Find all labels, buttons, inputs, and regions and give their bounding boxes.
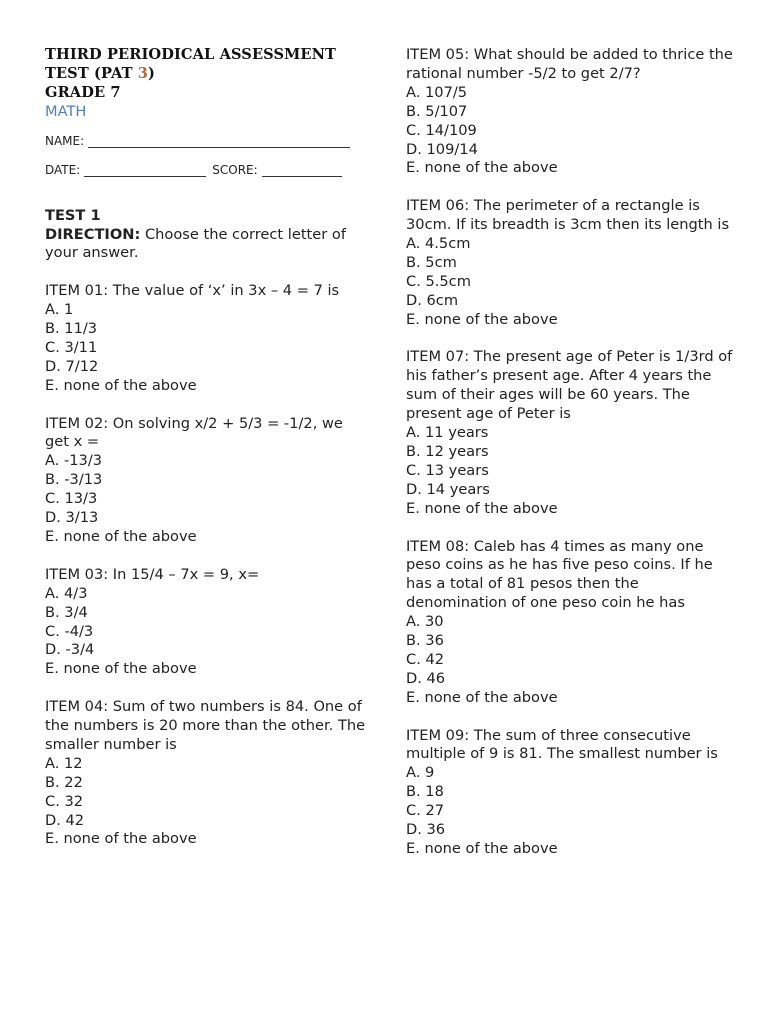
answer-option: B. 3/4 (45, 603, 88, 621)
answer-option: D. 109/14 (406, 140, 478, 158)
question-item (406, 46, 736, 178)
answer-option: B. 36 (406, 632, 444, 650)
title-line-2 (45, 65, 367, 84)
score-blank-line[interactable] (262, 163, 342, 177)
direction (45, 226, 367, 264)
assessment-title (45, 46, 367, 103)
title-line-2-suffix: ) (148, 64, 156, 82)
answer-option: D. -3/4 (45, 641, 95, 659)
answer-option: B. 18 (406, 783, 444, 801)
left-column (45, 46, 367, 849)
answer-option: B. -3/13 (45, 471, 103, 489)
answer-option: C. 42 (406, 650, 445, 668)
answer-option: E. none of the above (45, 376, 197, 394)
date-blank-line[interactable] (84, 163, 206, 177)
answer-option: D. 42 (45, 811, 85, 829)
answer-option: B. 5/107 (406, 102, 468, 120)
answer-option: E. none of the above (406, 840, 558, 857)
answer-option: C. 13 years (406, 461, 489, 479)
title-line-2-prefix: TEST (PAT (45, 64, 138, 82)
items-left-list (45, 282, 367, 849)
question-item (406, 197, 736, 329)
name-blank-line[interactable] (88, 134, 350, 148)
answer-option: A. 12 (45, 754, 83, 772)
test-title: TEST 1 (45, 206, 101, 224)
question-text: ITEM 02: On solving x/2 + 5/3 = -1/2, we get x = (45, 414, 343, 451)
answer-option: C. -4/3 (45, 622, 94, 640)
answer-option: A. 9 (406, 764, 435, 782)
answer-option: A. 1 (45, 301, 74, 319)
score-label: SCORE: (212, 162, 258, 177)
answer-option: D. 7/12 (45, 357, 99, 375)
question-item (406, 727, 736, 859)
answer-option: E. none of the above (45, 830, 197, 848)
answer-option: A. 11 years (406, 424, 489, 442)
items-right-list (406, 46, 736, 859)
answer-option: E. none of the above (406, 159, 558, 177)
answer-option: B. 22 (45, 773, 83, 791)
answer-option: D. 3/13 (45, 509, 99, 527)
question-item (406, 538, 736, 708)
name-label: NAME: (45, 133, 85, 148)
answer-option: D. 46 (406, 669, 446, 687)
answer-option: E. none of the above (45, 660, 197, 678)
answer-option: C. 27 (406, 802, 445, 820)
answer-option: D. 14 years (406, 480, 490, 498)
answer-option: C. 14/109 (406, 121, 477, 139)
question-item (45, 698, 367, 849)
answer-option: D. 6cm (406, 291, 459, 309)
question-item (45, 282, 367, 395)
question-item (45, 566, 367, 679)
question-text: ITEM 01: The value of ‘x’ in 3x – 4 = 7 is (45, 282, 340, 300)
answer-option: E. none of the above (406, 499, 558, 517)
subject-label: MATH (45, 102, 87, 120)
question-text: ITEM 07: The present age of Peter is 1/3rd of his father’s present age. After 4 years the sum of their ages will be 60 years. The present age of Peter is (406, 348, 733, 423)
answer-option: C. 5.5cm (406, 272, 471, 290)
right-column (406, 46, 736, 859)
date-score-row (45, 163, 367, 177)
answer-option: B. 5cm (406, 253, 457, 271)
grade-label: GRADE 7 (45, 83, 121, 101)
question-item (45, 415, 367, 547)
answer-option: D. 36 (406, 821, 446, 839)
answer-option: A. 4/3 (45, 584, 88, 602)
answer-option: B. 12 years (406, 443, 489, 460)
answer-option: C. 32 (45, 792, 84, 810)
question-text: ITEM 04: Sum of two numbers is 84. One of the numbers is 20 more than the other. The smaller number is (45, 698, 366, 753)
answer-option: A. 30 (406, 613, 444, 631)
answer-option: C. 13/3 (45, 490, 98, 508)
name-field[interactable] (45, 134, 367, 148)
answer-option: C. 3/11 (45, 338, 98, 356)
question-text: ITEM 05: What should be added to thrice the rational number -5/2 to get 2/7? (406, 46, 733, 82)
answer-option: A. -13/3 (45, 452, 103, 470)
answer-option: B. 11/3 (45, 320, 98, 338)
date-label: DATE: (45, 162, 81, 177)
answer-option: A. 107/5 (406, 83, 468, 101)
question-text: ITEM 06: The perimeter of a rectangle is 30cm. If its breadth is 3cm then its length is (406, 197, 730, 234)
pat-number: 3 (137, 64, 149, 82)
direction-text: Choose the correct letter of your answer. (45, 225, 346, 262)
direction-label: DIRECTION: (45, 225, 141, 243)
answer-option: E. none of the above (406, 688, 558, 706)
question-text: ITEM 09: The sum of three consecutive multiple of 9 is 81. The smallest number is (406, 726, 718, 763)
question-item (406, 348, 736, 518)
question-text: ITEM 03: In 15/4 – 7x = 9, x= (45, 565, 260, 583)
title-line-1: THIRD PERIODICAL ASSESSMENT (45, 46, 337, 63)
answer-option: E. none of the above (45, 528, 197, 545)
answer-option: A. 4.5cm (406, 235, 471, 253)
question-text: ITEM 08: Caleb has 4 times as many one peso coins as he has five peso coins. If he has a total of 81 pesos then the denomination of one peso coin he has (406, 537, 713, 612)
answer-option: E. none of the above (406, 310, 558, 328)
